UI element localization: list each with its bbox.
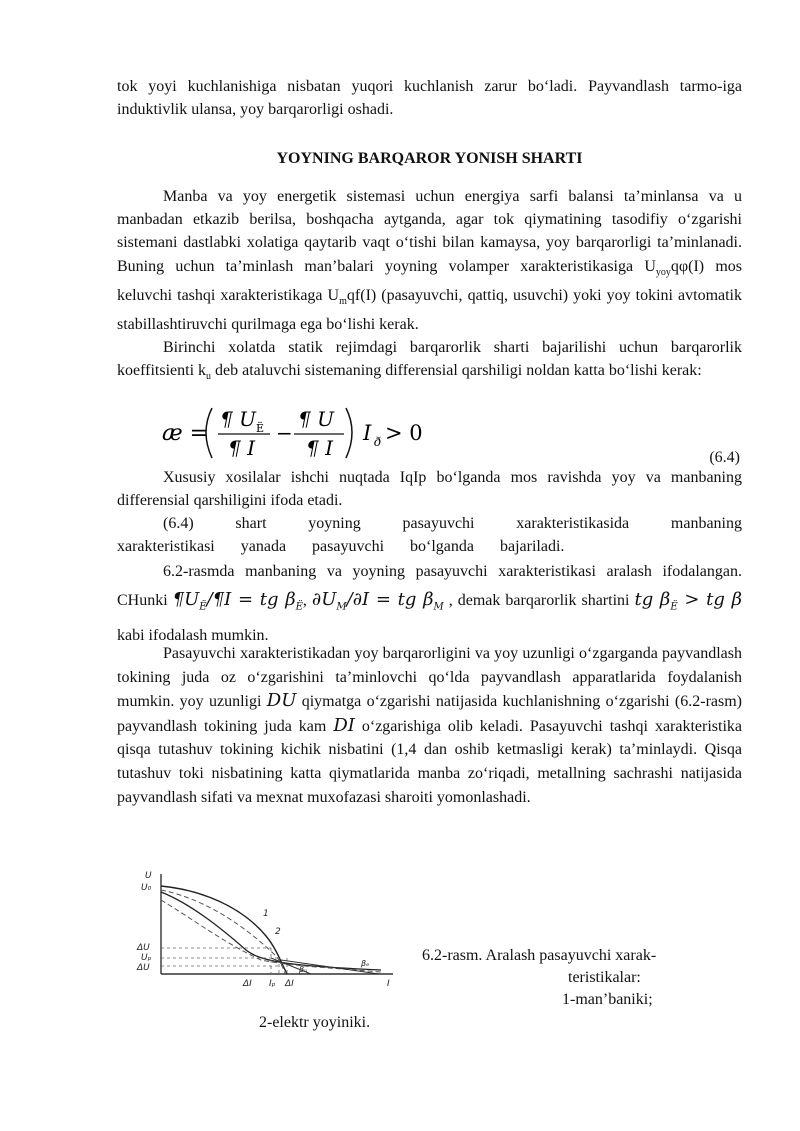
paragraph-5: 6.2-rasmda manbaning va yoyning pasayuvchi xarakteristikasi aralash ifodalangan. CHunki $\P U_Ë/\P I$ = tg $\beta_Ë$, $\partial U_M/\partial I$ = tg $\beta_M$ , demak barqarorlik shartini tg $\beta_Ë$ > tg β kabi ifodalash mumkin.	[117, 563, 743, 644]
num1: ¶ U	[220, 407, 256, 431]
minus-sign: −	[276, 421, 293, 445]
label-up: Uₚ	[141, 953, 152, 963]
label-di2: ΔI	[285, 979, 294, 989]
label-di1: ΔI	[243, 979, 252, 989]
label-u0: U₀	[141, 883, 152, 893]
paragraph-text: tok yoyi kuchlanishiga nisbatan yuqori kuchlanish zarur bo‘ladi. Payvandlash tarmo-iga induktivlik ulansa, yoy barqarorligi oshadi.	[117, 78, 742, 119]
formula-compare: > 0	[385, 421, 423, 445]
den1: ¶ I	[228, 436, 255, 460]
figure-6-2	[131, 866, 401, 996]
right-paren	[346, 408, 352, 458]
caption-line-3: 1-man’baniki;	[562, 991, 653, 1008]
label-i: I	[387, 979, 390, 989]
section-heading: YOYNING BARQAROR YONISH SHARTI	[276, 150, 583, 167]
label-du1: ΔU	[137, 943, 150, 953]
paragraph-4: (6.4) shart yoyning pasayuvchi xarakteristikasida manbaning xarakteristikasi yanada pasayuvchi bo‘lganda bajariladi.	[117, 515, 742, 556]
formula-lhs: æ =	[162, 421, 209, 446]
den2: ¶ I	[306, 436, 333, 460]
label-ip: Iₚ	[269, 979, 276, 989]
equation-number: (6.4)	[709, 449, 740, 466]
num2: ¶ U	[298, 407, 334, 431]
label-curve-2: 2	[275, 927, 281, 937]
paragraph-1: Manba va yoy energetik sistemasi uchun energiya sarfi balansi ta’minlansa va u manbadan etkazib berilsa, boshqacha aytganda, agar tok qiymatining tasodifiy o‘zgarishi sistemani dastlabki xolatiga qaytarib vaqt o‘tishi bilan kamaysa, yoy barqarorligi ta’minlanadi. Buning uchun ta’minlash man’balari yoyning volamper xarakteristikasiga $U_{yoy}q\varphi(I)$ mos keluvchi tashqi xarakteristikaga $U_mqf(I)$ (pasayuvchi, qattiq, usuvchi) yoki yoy tokini avtomatik stabillashtiruvchi qurilmaga ega bo‘lishi kerak.	[117, 188, 743, 334]
label-curve-1: 1	[263, 909, 269, 919]
paragraph-2: Birinchi xolatda statik rejimdagi barqarorlik sharti bajarilishi uchun barqarorlik koeffitsienti $k_u$ deb ataluvchi sistemaning differensial qarshiligi noldan katta bo‘lishi kerak:	[117, 339, 742, 383]
math-expr-1: $\P U_Ë/\P I$ = tg $\beta_Ë$	[172, 589, 303, 613]
label-beta-e: βₑ	[361, 959, 370, 968]
label-u: U	[145, 871, 152, 881]
caption-line-2: teristikalar:	[568, 969, 641, 986]
math-expr-2: $\partial U_M/\partial I$ = tg $\beta_M$	[311, 589, 444, 613]
paragraph-6: Pasayuvchi xarakteristikadan yoy barqarorligini va yoy uzunligi o‘zgarganda payvandlash tokining juda oz o‘zgarishini ta’minlovchi qo‘lda payvandlash apparatlarida foydalanish mumkin. yoy uzunligi DU qiymatga o‘zgarishi natijasida kuchlanishning o‘zgarishi (6.2-rasm) payvandlash tokining juda kam DI o‘zgarishiga olib keladi. Pasayuvchi tashqi xarakteristika qisqa tutashuv tokining kichik nisbatini (1,4 dan oshib ketmasligi kerak) ta’minlaydi. Qisqa tutashuv toki nisbatining katta qiymatlarida manba zo‘riqadi, metallning sachrashi natijasida payvandlash sifati va mexnat muxofazasi sharoiti yomonlashadi.	[117, 645, 743, 806]
math-di: DI	[333, 714, 355, 736]
num1-sub: Ë	[256, 422, 265, 435]
math-expr-3: tg $\beta_Ë$ > tg β	[634, 589, 743, 613]
paragraph-3: Xususiy xosilalar ishchi nuqtada IqIp bo‘lganda mos ravishda yoy va manbaning differensial qarshiligini ifoda etadi.	[117, 469, 742, 510]
formula-tail: I	[363, 421, 372, 445]
tail-sub: ð	[374, 435, 382, 449]
curve-1	[161, 886, 287, 974]
caption-line-1: 6.2-rasm. Aralash pasayuvchi xarak-	[422, 947, 657, 964]
paragraph-intro	[117, 75, 742, 121]
formula-6-4	[160, 402, 740, 462]
label-beta-u: βᵤ	[299, 965, 308, 974]
label-du2: ΔU	[137, 963, 150, 973]
math-du: DU	[266, 690, 297, 712]
caption-line-4: 2-elektr yoyiniki.	[259, 1014, 371, 1031]
